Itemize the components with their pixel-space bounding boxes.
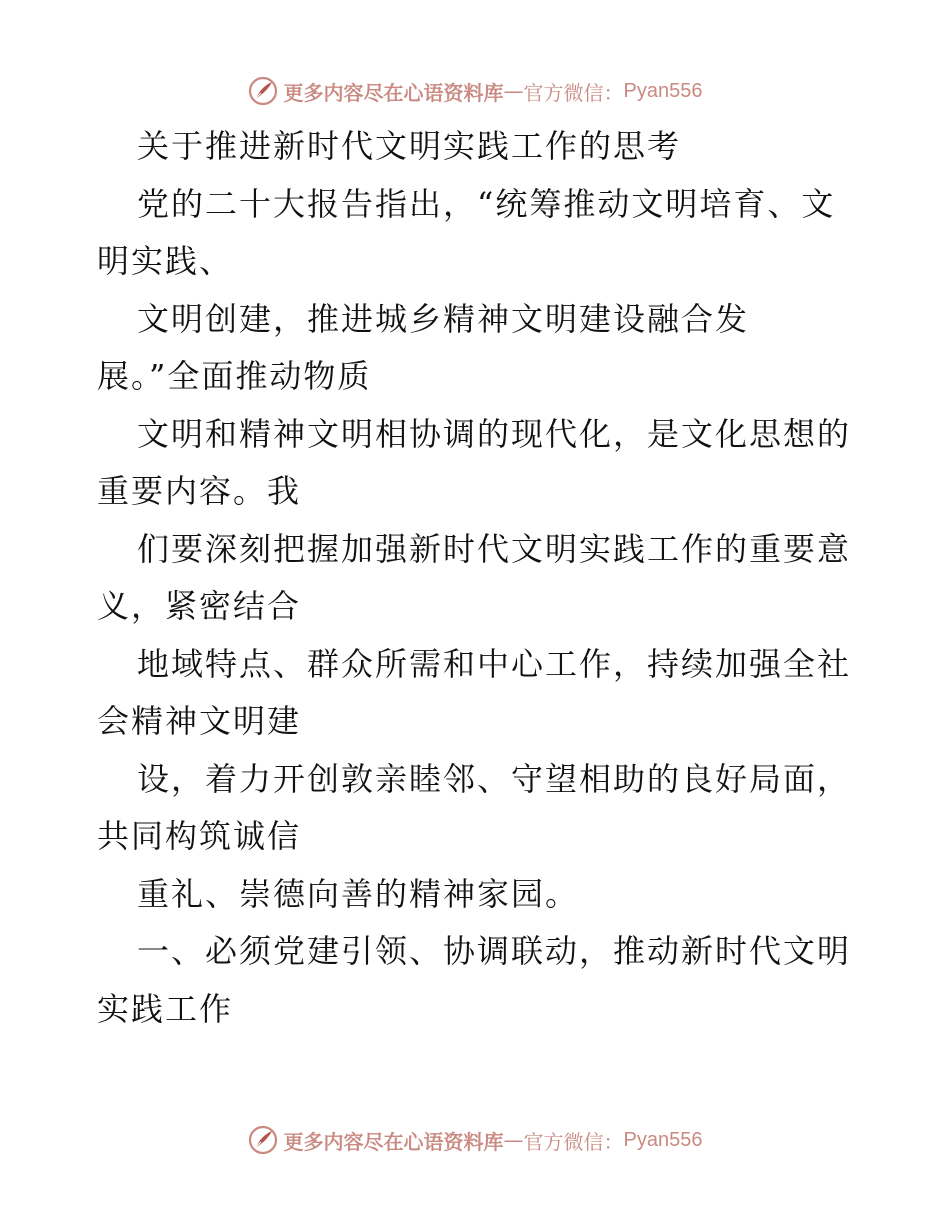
paragraph-line: 义，紧密结合 — [97, 587, 302, 625]
paragraph-line: 地域特点、群众所需和中心工作，持续加强全社 — [137, 644, 852, 683]
paragraph-line: 明实践、 — [97, 242, 234, 280]
watermark-brand: 更多内容尽在心语资料库 — [283, 1129, 504, 1154]
quill-logo-icon — [248, 76, 278, 106]
watermark-wechat-label: 官方微信： — [523, 80, 624, 105]
footer-watermark — [0, 1120, 950, 1160]
paragraph-line: 设，着力开创敦亲睦邻、守望相助的良好局面， — [137, 759, 852, 798]
paragraph-line: 文明创建，推进城乡精神文明建设融合发 — [137, 299, 750, 338]
paragraph-line: 党的二十大报告指出，“统筹推动文明培育、文 — [137, 184, 836, 223]
paragraph-line: 会精神文明建 — [97, 702, 302, 740]
document-title: 关于推进新时代文明实践工作的思考 — [137, 127, 682, 165]
watermark-wechat-id: Pyan556 — [623, 1128, 703, 1151]
paragraph-line: 重要内容。我 — [97, 472, 302, 510]
section-heading-continued: 实践工作 — [97, 989, 234, 1028]
paragraph-line: 共同构筑诚信 — [97, 817, 302, 855]
paragraph-line: 们要深刻把握加强新时代文明实践工作的重要意 — [137, 529, 852, 568]
watermark-separator: — — [503, 79, 524, 103]
watermark-separator: — — [503, 1128, 524, 1152]
document-body — [97, 118, 857, 1038]
watermark-brand: 更多内容尽在心语资料库 — [283, 80, 504, 105]
quill-logo-icon — [248, 1125, 278, 1155]
header-watermark — [0, 71, 950, 111]
paragraph-line: 重礼、崇德向善的精神家园。 — [137, 874, 580, 913]
paragraph-line: 文明和精神文明相协调的现代化，是文化思想的 — [137, 414, 852, 453]
watermark-wechat-label: 官方微信： — [523, 1129, 624, 1154]
section-heading: 一、必须党建引领、协调联动，推动新时代文明 — [137, 932, 852, 970]
watermark-wechat-id: Pyan556 — [623, 79, 703, 102]
paragraph-line: 展。”全面推动物质 — [97, 357, 372, 395]
